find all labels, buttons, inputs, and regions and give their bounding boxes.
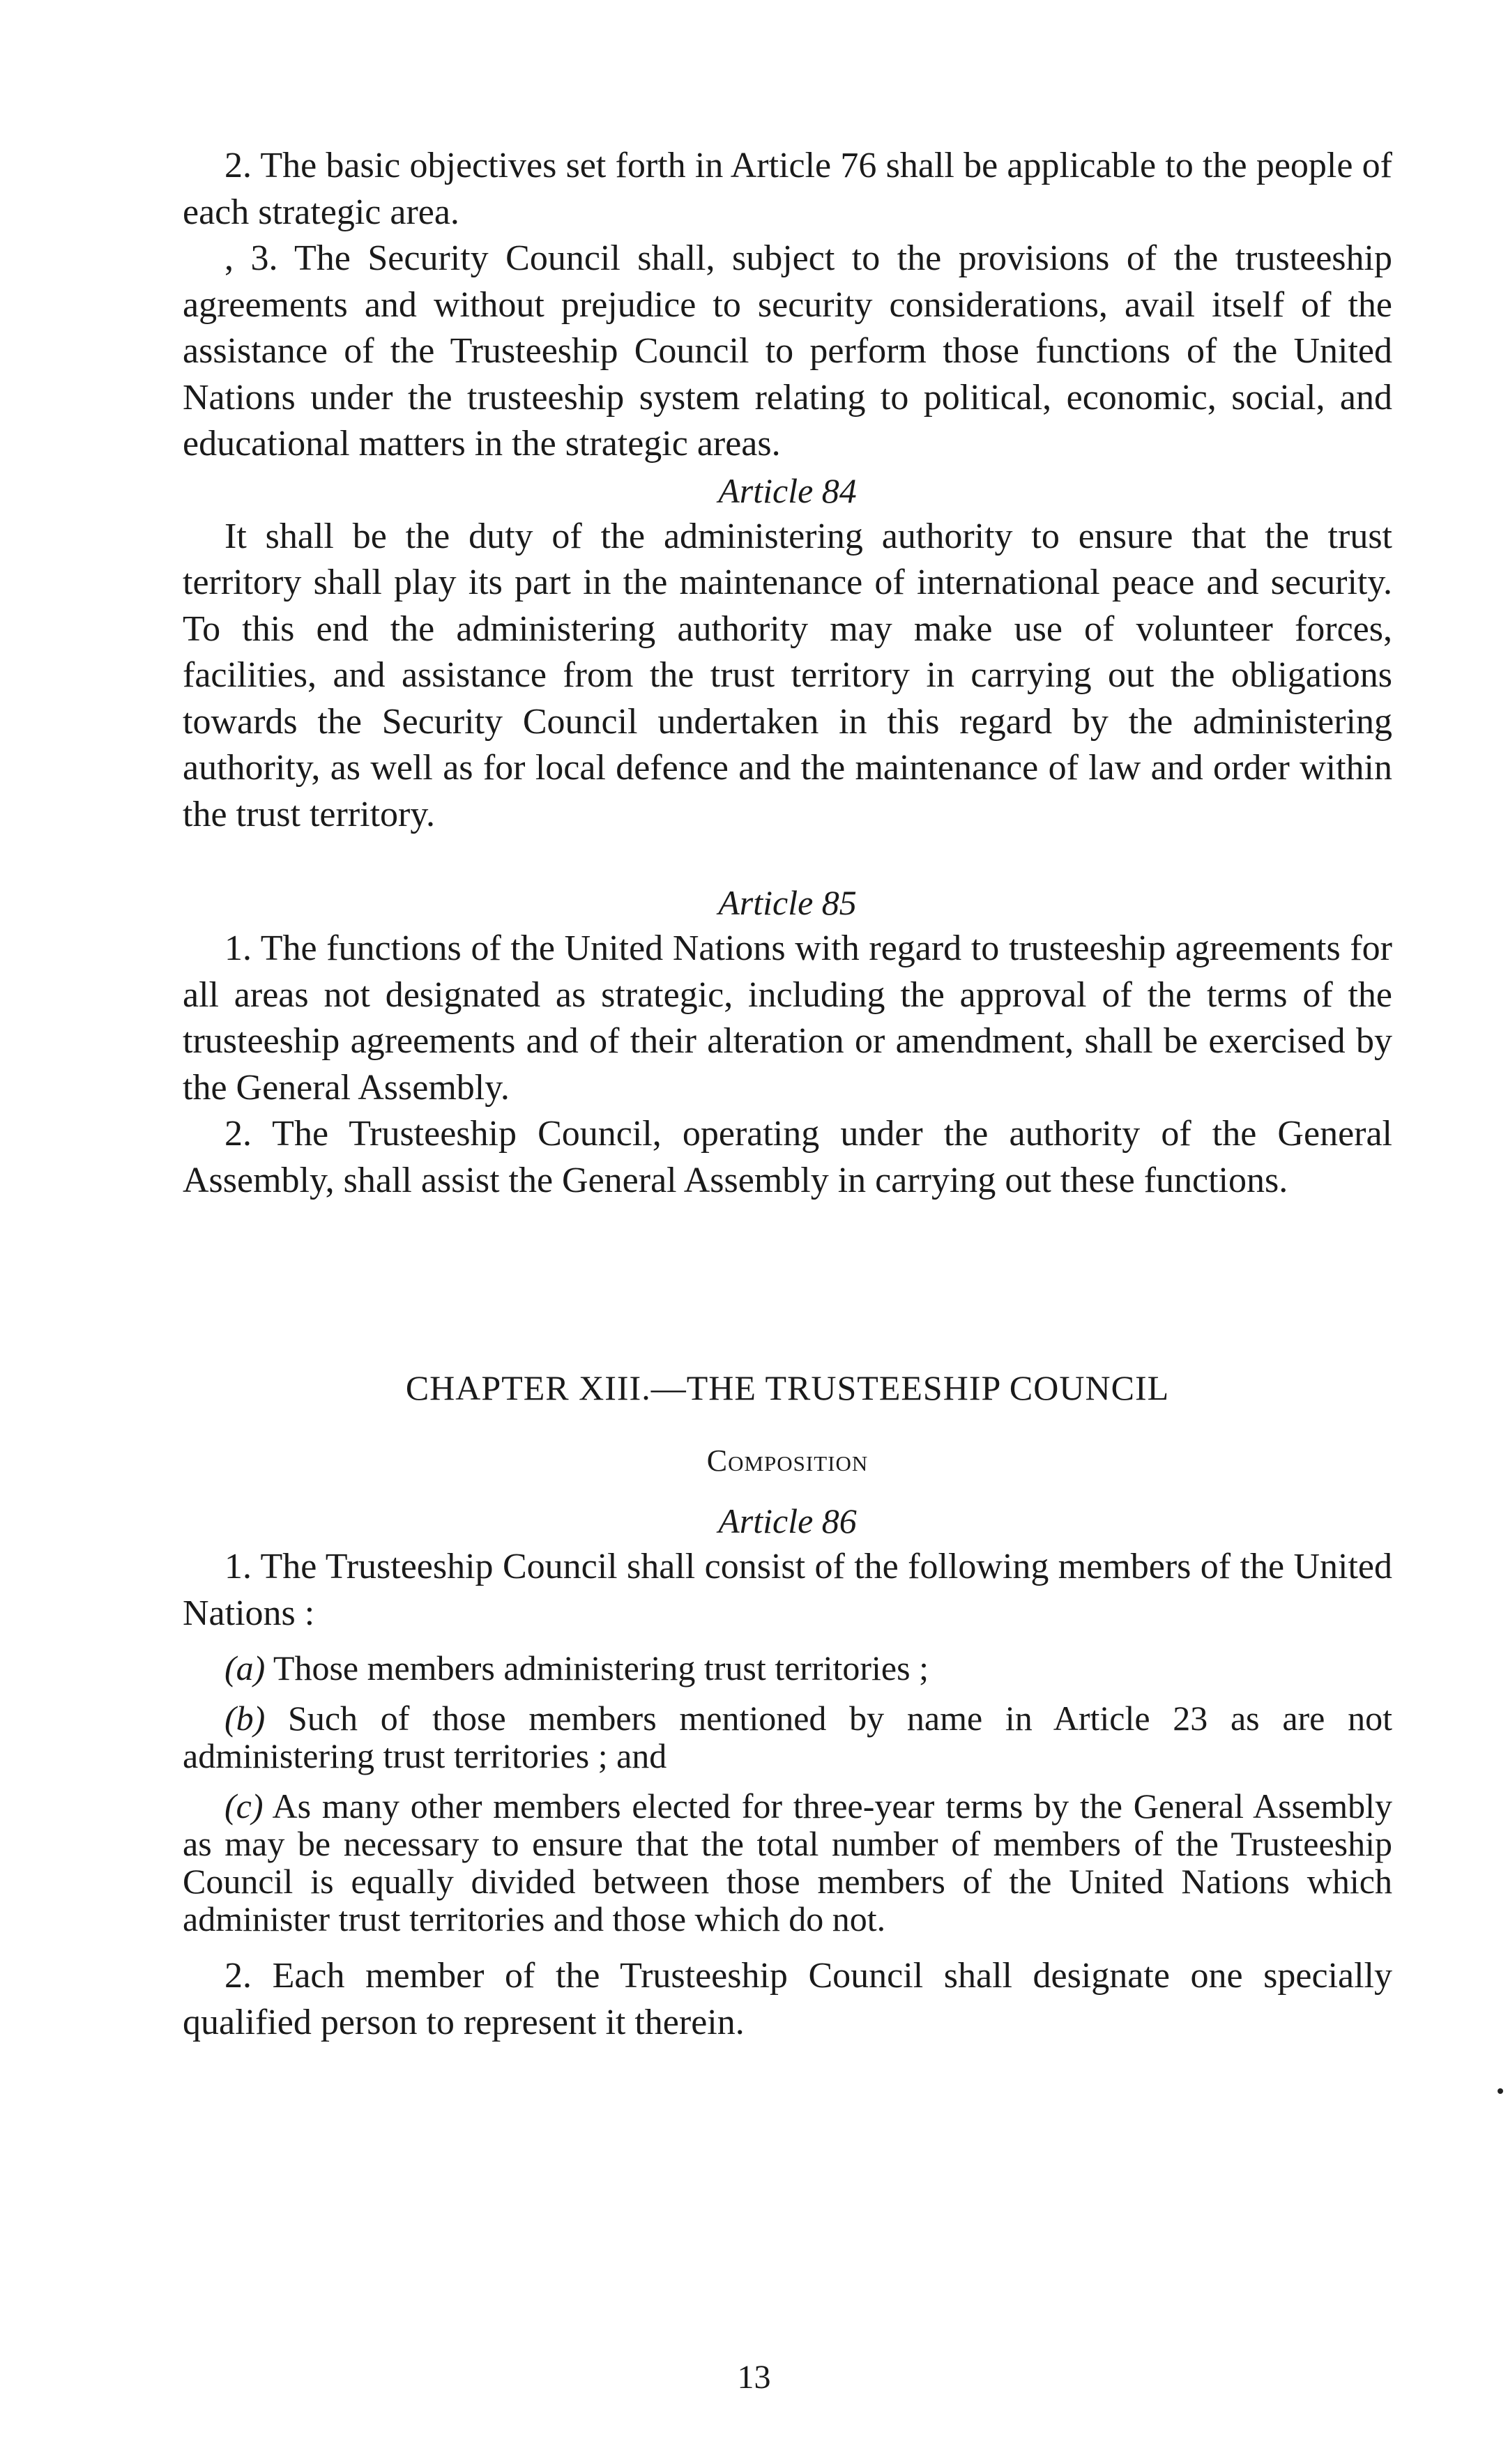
paragraph-article83-3: , 3. The Security Council shall, subject to the provisions of the trusteeship agreements and without prejudice to security considerations, avail itself of the assistance of the Trusteeship Council to perform those functions of the United Nations under the trusteeship system relating to political, economic, social, and educational matters in the strategic areas. [183,238,1392,464]
paragraph-article86-1: 1. The Trusteeship Council shall consist of the following members of the United Nations : [183,1547,1392,1633]
list-item-b-text: Such of those members mentioned by name in Article 23 as are not administering trust territories ; and [183,1699,1392,1775]
section-subhead: Composition [706,1444,869,1478]
paragraph-article85-1: 1. The functions of the United Nations with regard to trusteeship agreements for all areas not designated as strategic, including the approval of the terms of the trusteeship agreements and of their alteration or amendment, shall be exercised by the General Assembly. [183,928,1392,1108]
list-item-c [183,1787,1392,1938]
list-item-b [183,1699,1392,1775]
list-item-a-text: Those members administering trust territories ; [265,1648,929,1688]
article-85-heading: Article 85 [718,883,857,922]
stray-mark [1498,2088,1503,2094]
paragraph-article84: It shall be the duty of the administering authority to ensure that the trust territory shall play its part in the maintenance of international peace and security. To this end the administering authority may make use of volunteer forces, facilities, and assistance from the trust territory in carrying out the obligations towards the Security Council undertaken in this regard by the administering authority, as well as for local defence and the maintenance of law and order within the trust territory. [183,516,1392,834]
page-number: 13 [737,2359,771,2396]
article-86-heading: Article 86 [718,1501,857,1540]
list-item-b-label: (b) [224,1699,266,1738]
list-item-a [183,1649,1392,1687]
paragraph-article86-2: 2. Each member of the Trusteeship Council shall designate one specially qualified person to represent it therein. [183,1956,1392,2042]
paragraph-article83-2: 2. The basic objectives set forth in Article 76 shall be applicable to the people of each strategic area. [183,146,1392,232]
chapter-title: CHAPTER XIII.—THE TRUSTEESHIP COUNCIL [405,1368,1170,1407]
list-item-c-label: (c) [224,1786,264,1826]
list-item-c-text: As many other members elected for three-year terms by the General Assembly as may be necessary to ensure that the total number of members of the Trusteeship Council is equally divided between those members of the United Nations which administer trust territories and those which do not. [183,1786,1392,1938]
article-84-heading: Article 84 [718,470,857,510]
list-item-a-label: (a) [224,1648,266,1688]
page-body [183,143,1392,2046]
paragraph-article85-2: 2. The Trusteeship Council, operating under the authority of the General Assembly, shall assist the General Assembly in carrying out these functions. [183,1114,1392,1200]
